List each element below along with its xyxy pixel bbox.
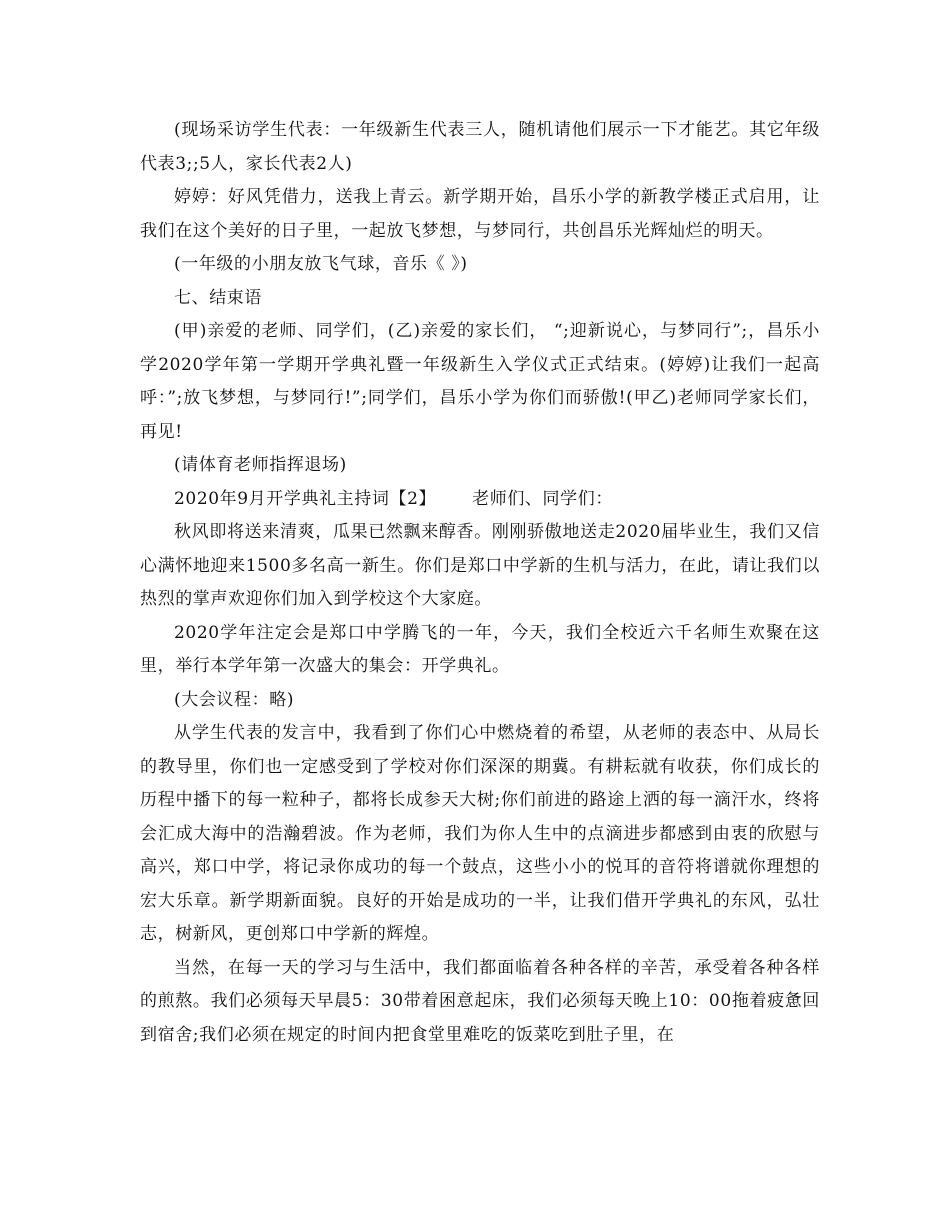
paragraph-agenda: (大会议程：略) <box>174 689 295 710</box>
paragraph-second-speech-title: 2020年9月开学典礼主持词【2】 老师们、同学们： <box>174 488 613 509</box>
paragraph-closing-remarks: (甲)亲爱的老师、同学们，(乙)亲爱的家长们， “;迎新说心，与梦同行”;，昌乐小学2020学年第一学期开学典礼暨一年级新生入学仪式正式结束。(婷婷)让我们一起高呼：”;放飞梦想，与梦同行!”;同学们，昌乐小学为你们而骄傲!(甲乙)老师同学家长们，再见! <box>140 321 820 442</box>
paragraph-exit: (请体育老师指挥退场) <box>174 455 347 475</box>
paragraph-hopes: 从学生代表的发言中，我看到了你们心中燃烧着的希望，从老师的表态中、从局长的教导里，你们也一定感受到了学校对你们深深的期冀。有耕耘就有收获，你们成长的历程中播下的每一粒种子，都将长成参天大树;你们前进的路途上洒的每一滴汗水，终将会汇成大海中的浩瀚碧波。作为老师，我们为你人生中的点滴进步都感到由衷的欣慰与高兴，郑口中学，将记录你成功的每一个鼓点，这些小小的悦耳的音符将谱就你理想的宏大乐章。新学期新面貌。良好的开始是成功的一半，让我们借开学典礼的东风，弘壮志，树新风，更创郑口中学新的辉煌。 <box>140 723 820 944</box>
paragraph-autumn: 秋风即将送来清爽，瓜果已然飘来醇香。刚刚骄傲地送走2020届毕业生，我们又信心满怀地迎来1500多名高一新生。你们是郑口中学新的生机与活力，在此，请让我们以热烈的掌声欢迎你们加入到学校这个大家庭。 <box>140 522 820 609</box>
paragraph-balloons: (一年级的小朋友放飞气球，音乐《 》) <box>174 254 468 274</box>
paragraph-school-year: 2020学年注定会是郑口中学腾飞的一年，今天，我们全校近六千名师生欢聚在这里，举行本学年第一次盛大的集会：开学典礼。 <box>140 622 820 676</box>
section-heading-closing: 七、结束语 <box>174 287 262 308</box>
paragraph-hardships: 当然，在每一天的学习与生活中，我们都面临着各种各样的辛苦，承受着各种各样的煎熬。我们必须每天早晨5：30带着困意起床，我们必须每天晚上10：00拖着疲惫回到宿舍;我们必须在规定的时间内把食堂里难吃的饭菜吃到肚子里，在 <box>140 957 820 1045</box>
paragraph-tingting: 婷婷：好风凭借力，送我上青云。新学期开始，昌乐小学的新教学楼正式启用，让我们在这个美好的日子里，一起放飞梦想，与梦同行，共创昌乐光辉灿烂的明天。 <box>140 187 820 241</box>
document-body <box>140 114 820 1052</box>
paragraph-interview: (现场采访学生代表：一年级新生代表三人，随机请他们展示一下才能艺。其它年级代表3;;5人，家长代表2人) <box>140 120 820 174</box>
